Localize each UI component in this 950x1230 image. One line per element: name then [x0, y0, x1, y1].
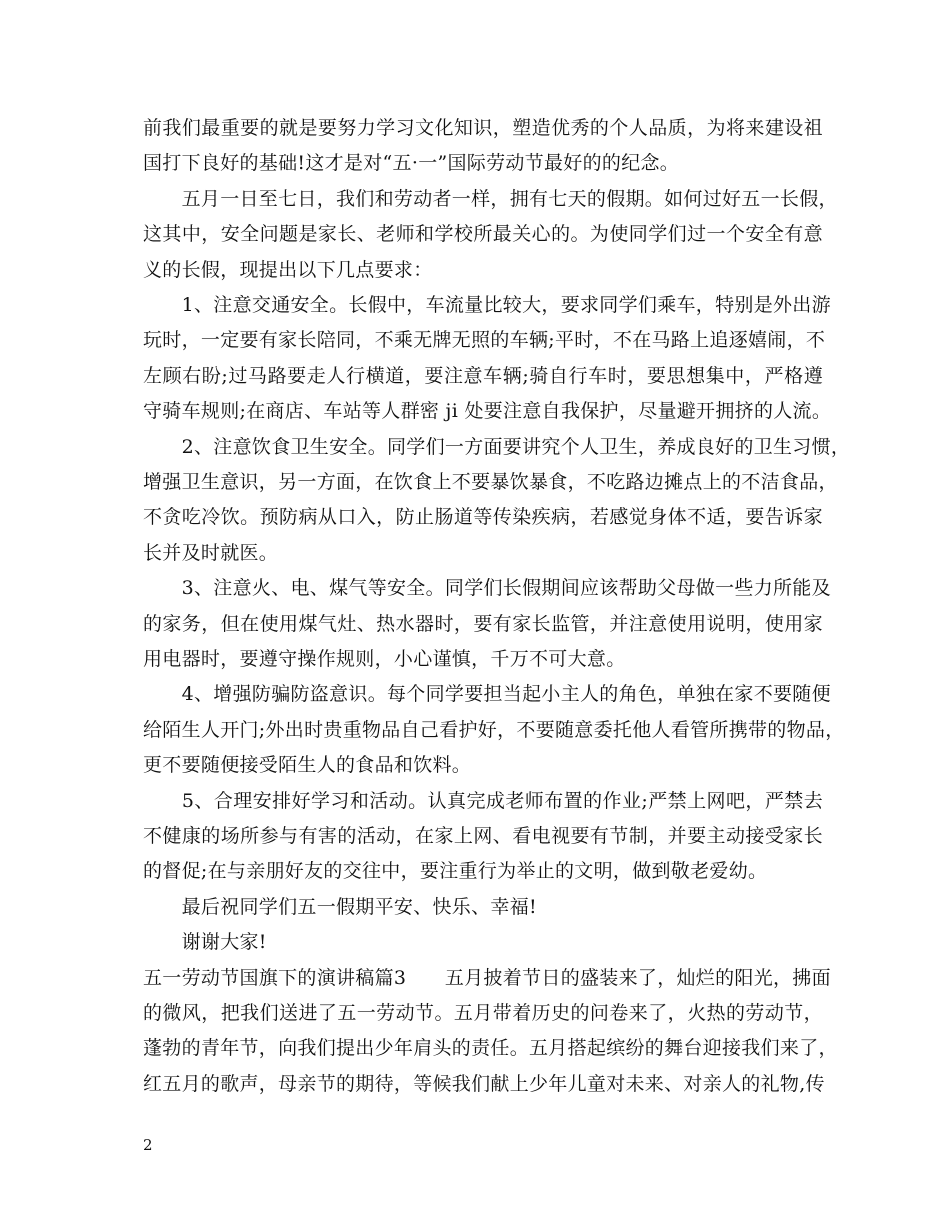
- text-line: 增强卫生意识，另一方面，在饮食上不要暴饮暴食，不吃路边摊点上的不洁食品，: [143, 471, 838, 493]
- text-line: 1、注意交通安全。长假中，车流量比较大，要求同学们乘车，特别是外出游: [143, 294, 831, 316]
- text-line: 五一劳动节国旗下的演讲稿篇3 五月披着节日的盛装来了，灿烂的阳光，拂面: [143, 966, 831, 989]
- text-line: 义的长假，现提出以下几点要求：: [143, 258, 433, 281]
- text-line: 五月一日至七日，我们和劳动者一样，拥有七天的假期。如何过好五一长假，: [143, 187, 838, 210]
- text-line: 这其中，安全问题是家长、老师和学校所最关心的。为使同学们过一个安全有意: [143, 223, 823, 246]
- text-line: 3、注意火、电、煤气等安全。同学们长假期间应该帮助父母做一些力所能及: [143, 577, 831, 600]
- text-line: 的督促;在与亲朋好友的交往中，要注重行为举止的文明，做到敬老爱幼。: [143, 860, 768, 883]
- text-line: 4、增强防骗防盗意识。每个同学要担当起小主人的角色，单独在家不要随便: [143, 683, 831, 706]
- page-number: 2: [143, 1136, 153, 1154]
- text-line: 2、注意饮食卫生安全。同学们一方面要讲究个人卫生，养成良好的卫生习惯，: [143, 435, 851, 458]
- text-line: 不贪吃冷饮。预防病从口入，防止肠道等传染疾病，若感觉身体不适，要告诉家: [143, 506, 823, 529]
- text-line: 玩时，一定要有家长陪同，不乘无牌无照的车辆;平时，不在马路上追逐嬉闹，不: [143, 329, 826, 352]
- text-line: 用电器时，要遵守操作规则，小心谨慎，千万不可大意。: [143, 648, 626, 670]
- text-line: 长并及时就医。: [143, 541, 279, 564]
- text-line: 不健康的场所参与有害的活动，在家上网、看电视要有节制，并要主动接受家长: [143, 825, 823, 847]
- text-line: 红五月的歌声，母亲节的期待，等候我们献上少年儿童对未来、对亲人的礼物,传: [143, 1072, 825, 1095]
- text-line: 5、合理安排好学习和活动。认真完成老师布置的作业;严禁上网吧，严禁去: [143, 789, 823, 812]
- text-line: 的家务，但在使用煤气灶、热水器时，要有家长监管，并注意使用说明，使用家: [143, 612, 823, 635]
- text-line: 最后祝同学们五一假期平安、快乐、幸福!: [143, 895, 537, 918]
- text-line: 给陌生人开门;外出时贵重物品自己看护好，不要随意委托他人看管所携带的物品，: [143, 718, 845, 741]
- text-line: 更不要随便接受陌生人的食品和饮料。: [143, 754, 472, 777]
- text-line: 谢谢大家!: [143, 931, 267, 954]
- text-line: 左顾右盼;过马路要走人行横道，要注意车辆;骑自行车时，要思想集中，严格遵: [143, 364, 823, 387]
- text-line: 蓬勃的青年节，向我们提出少年肩头的责任。五月搭起缤纷的舞台迎接我们来了，: [143, 1037, 838, 1060]
- text-line: 国打下良好的基础!这才是对“五·一”国际劳动节最好的的纪念。: [143, 152, 680, 175]
- text-line: 前我们最重要的就是要努力学习文化知识，塑造优秀的个人品质，为将来建设祖: [143, 117, 823, 139]
- text-line: 的微风，把我们送进了五一劳动节。五月带着历史的问卷来了，火热的劳动节，: [143, 1002, 823, 1024]
- text-line: 守骑车规则;在商店、车站等人群密 ji 处要注意自我保护，尽量避开拥挤的人流。: [143, 400, 832, 423]
